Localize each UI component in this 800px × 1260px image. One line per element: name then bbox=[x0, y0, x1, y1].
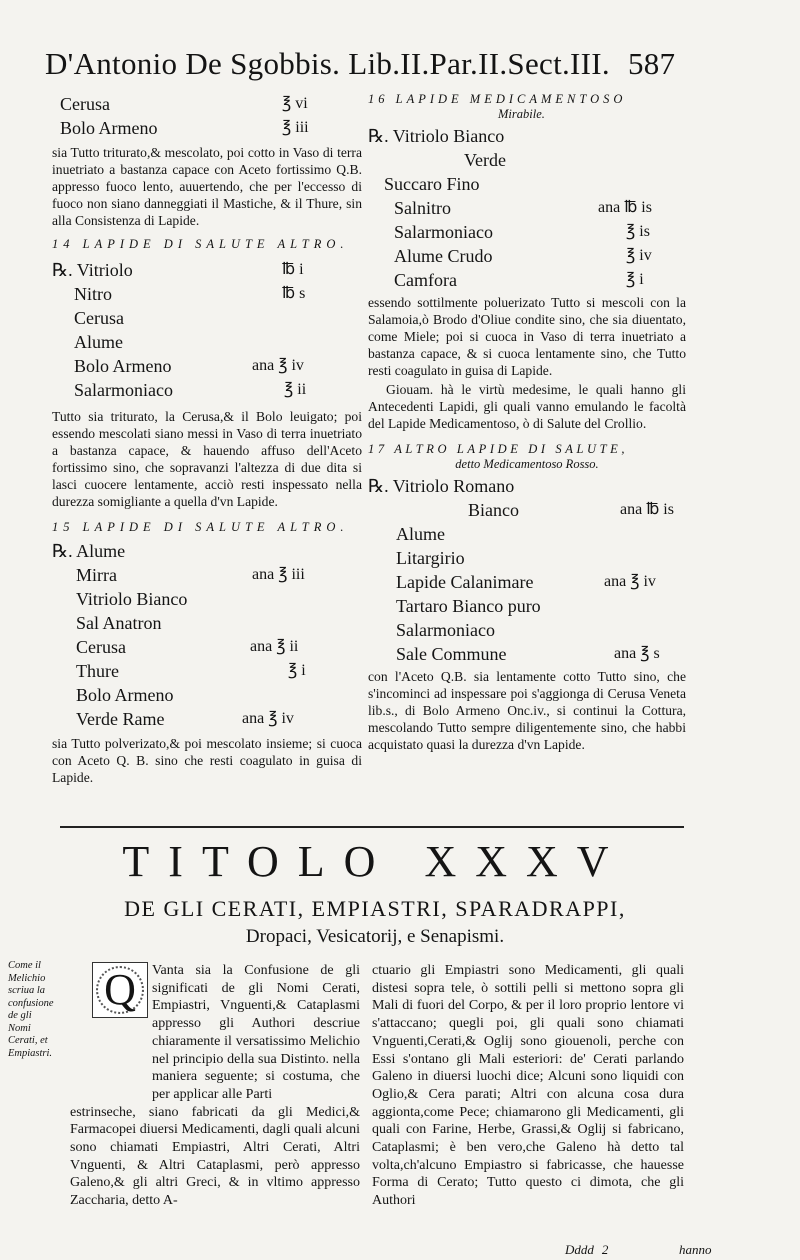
recipe-text: sia Tutto polverizato,& poi mescolato insieme; si cuoca con Aceto Q. B. sino che resti coagulato in guisa di Lapide. bbox=[52, 736, 362, 785]
ingredient-line: Bolo Armeno ℥ iii bbox=[60, 118, 309, 138]
ingredient-line: Lapide Calanimare ana ℥ iv bbox=[396, 572, 656, 592]
chapter-title: TITOLO XXXV bbox=[122, 837, 628, 886]
signature: Dddd bbox=[565, 1242, 594, 1257]
ingredient-line: Cerusa ana ℥ ii bbox=[76, 637, 299, 657]
chapter-subtitle-line1: DE GLI CERATI, EMPIASTRI, SPARADRAPPI, bbox=[124, 896, 626, 921]
ingredient-list-14 bbox=[52, 258, 362, 402]
section-subheading-17: detto Medicamentoso Rosso. bbox=[455, 457, 599, 471]
marginal-note: Come il Melichio scriua la confusione de gli Nomi Cerati, et Empiastri. bbox=[8, 960, 54, 1059]
ingredient-line: Salarmoniaco ℥ is bbox=[394, 222, 650, 242]
ingredient-line: Verde bbox=[464, 150, 506, 170]
horizontal-rule bbox=[60, 826, 684, 828]
recipe-text: essendo sottilmente poluerizato Tutto si mescoli con la Salamoia,ò Brodo d'Oliue condite sino, che sia diuentato, come Miele; poi si cuoca in Vaso di terra inuetriato a bastanza capace, & si cuoca lentamente sino, che Tutto resti coagulato in guisa di Lapide. bbox=[368, 295, 686, 378]
ingredient-line: Thure ℥ i bbox=[76, 661, 306, 681]
section-heading-16: 16 LAPIDE MEDICAMENTOSO bbox=[368, 92, 627, 106]
right-column bbox=[368, 92, 686, 753]
body-text: estrinseche, siano fabricati da gli Medici,& Farmacopei diuersi Medicamenti, dagli quali alcuni sono chiamati Empiastri, Altri Cerati, Altri Vnguenti, & Altri Cataplasmi, però appresso Galeno,& gli altri Greci, & in vltimo appresso Zaccharia, detto A- bbox=[70, 1104, 360, 1209]
ingredient-line: ℞. Vitriolo Bianco bbox=[368, 126, 505, 146]
running-head-text: D'Antonio De Sgobbis. Lib.II.Par.II.Sect.III. bbox=[45, 46, 610, 81]
recipe-text: sia Tutto triturato,& mescolato, poi cotto in Vaso di terra inuetriato a bastanza capace con Aceto fortissimo Q.B. appresso fuoco lento, auuertendo, che per l'eccesso di fuoco non siano danneggiati il Mastiche, & il Thure, sin alla Consistenza di Lapide. bbox=[52, 145, 362, 228]
ingredient-line: Verde Rame ana ℥ iv bbox=[76, 709, 294, 729]
ingredient-line: Vitriolo Bianco bbox=[76, 589, 188, 609]
ingredient-line: Cerusa ℥ vi bbox=[60, 94, 308, 114]
signature-number: 2 bbox=[601, 1242, 609, 1257]
ingredient-line: Alume bbox=[74, 332, 123, 352]
recipe-text: Tutto sia triturato, la Cerusa,& il Bolo leuigato; poi essendo mescolati siano messi in Vaso di terra inuetriato a bastanza capace, & hauendo affuso dell'Aceto fortissimo sino, che sopravanzi l'altezza di due dita si lasci cuocere lentamente, acciò resti inspessato nella durezza somigliante a quella d'vn Lapide. bbox=[52, 409, 362, 509]
ingredient-line: ℞. Vitriolo ℔ i bbox=[52, 260, 304, 280]
ingredient-line: Camfora ℥ i bbox=[394, 270, 644, 290]
ingredient-line: Salarmoniaco bbox=[396, 620, 495, 640]
ingredient-line: Sale Commune ana ℥ s bbox=[396, 644, 660, 664]
ingredient-line: Salnitro ana ℔ is bbox=[394, 198, 652, 218]
section-heading-15: 15 LAPIDE DI SALUTE ALTRO. bbox=[52, 520, 349, 534]
page-number: 587 bbox=[627, 46, 676, 81]
ingredient-line: Litargirio bbox=[396, 548, 465, 568]
body-right-column bbox=[372, 962, 684, 1210]
chapter-subtitle-line2: Dropaci, Vesicatorij, e Senapismi. bbox=[245, 926, 505, 947]
ingredient-line: Nitro ℔ s bbox=[74, 284, 306, 304]
body-text-opening: Vanta sia la Confusione de gli significati de gli Nomi Cerati, Empiastri, Vnguenti,& Cataplasmi appresso gli Authori descriue chiaramente il versatissimo Melichio nel principio della sua Distinto. nella maniera seguente; si costuma, che per applicar alle Parti bbox=[152, 963, 360, 1102]
ingredient-line: ℞. Alume bbox=[52, 541, 126, 561]
ingredient-line: Tartaro Bianco puro bbox=[396, 596, 541, 616]
ingredient-line: Salarmoniaco ℥ ii bbox=[74, 380, 307, 400]
section-heading-17: 17 ALTRO LAPIDE DI SALUTE, bbox=[368, 442, 629, 456]
ingredient-line: Cerusa bbox=[74, 308, 124, 328]
ingredient-line: Alume bbox=[396, 524, 445, 544]
decorated-initial bbox=[92, 962, 148, 1018]
ingredient-line: Alume Crudo ℥ iv bbox=[394, 246, 652, 266]
ingredient-list-16 bbox=[368, 124, 686, 292]
body-text: ctuario gli Empiastri sono Medicamenti, gli quali distesi sopra tele, ò sottili pelli si mettono sopra gli Mali di fuori del Corpo, & per il loro proprio lentore vi s'attaccano; quegli poi, gli quali sono chiamati Vnguenti,Cerati,& Oglij sono giouenoli, perche con Essi s'ontano gli Mali esteriori: de' Cerati parlando Galeno in diuersi luochi dice; Alcuni sono liquidi con Oglio,& Cera parati; Altri con alcuna cosa dura aggionta,come Pece; chiamarono gli Medicamenti, gli quali con Farine, Herbe, Grassi,& Oglij si fabricano, Cataplasmi; è ben vero,che Galeno hà detto tal volta,ch'alcuno Empiastro si fabricasse, che hauesse Forma di Cerato; Tutto questo ci dimota, che gli Authori bbox=[372, 963, 684, 1209]
recipe-text: con l'Aceto Q.B. sia lentamente cotto Tutto sino, che s'incominci ad inspessare poi s'aggionga di Cerusa Veneta lib.s., di Bolo Armeno Onc.iv., si continui la Cottura, mescolando Tutto sempre diligentemente sino, che habbi acquistato quasi la durezza d'vn Lapide. bbox=[368, 669, 686, 752]
catchword: hanno bbox=[679, 1242, 712, 1257]
ingredient-line: Bolo Armeno ana ℥ iv bbox=[74, 356, 304, 376]
ingredient-list-17 bbox=[368, 474, 686, 666]
ingredient-line: Bianco ana ℔ is bbox=[468, 500, 674, 520]
ingredient-line: Bolo Armeno bbox=[76, 685, 174, 705]
recipe-note: Giouam. hà le virtù medesime, le quali hanno gli Antecedenti Lapidi, gli quali vanno emulando le facoltà del Lapide Medicamentoso, ò di Salute del Crollio. bbox=[368, 382, 686, 431]
section-subheading-16: Mirabile. bbox=[498, 107, 545, 121]
running-header bbox=[45, 46, 765, 82]
ingredient-line: Mirra ana ℥ iii bbox=[76, 565, 305, 585]
ingredient-line: Succaro Fino bbox=[384, 174, 480, 194]
section-heading-14: 14 LAPIDE DI SALUTE ALTRO. bbox=[52, 237, 349, 251]
ingredient-line: ℞. Vitriolo Romano bbox=[368, 476, 515, 496]
ingredient-line: Sal Anatron bbox=[76, 613, 162, 633]
drop-cap-letter: Q bbox=[104, 965, 136, 1014]
ingredient-list-15 bbox=[52, 539, 362, 731]
signature-mark bbox=[565, 1242, 712, 1258]
left-column bbox=[52, 92, 362, 786]
